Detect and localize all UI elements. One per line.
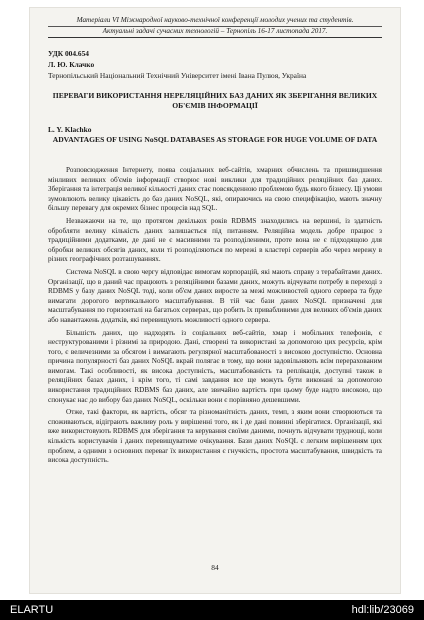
author-ua: Л. Ю. Клачко	[48, 60, 95, 69]
page-number: 84	[211, 563, 219, 572]
title-en: ADVANTAGES OF USING NoSQL DATABASES AS STORAGE FOR HUGE VOLUME OF DATA	[52, 135, 378, 144]
udk-code: УДК 004.654	[48, 49, 89, 58]
affiliation: Тернопільський Національний Технічний Університет імені Івана Пулюя, Україна	[48, 71, 307, 80]
title-ua: ПЕРЕВАГИ ВИКОРИСТАННЯ НЕРЕЛЯЦІЙНИХ БАЗ ДАНИХ ЯК ЗБЕРІГАННЯ ВЕЛИКИХ ОБ'ЄМІВ ІНФОРМАЦІЇ	[52, 91, 378, 110]
author-en: L. Y. Klachko	[48, 125, 92, 134]
header-line-2: Актуальні задачі сучасних технологій – Тернопіль 16-17 листопада 2017.	[102, 26, 328, 35]
header-line-1: Матеріали VI Міжнародної науково-технічної конференції молодих учених та студентів.	[48, 16, 382, 27]
paragraph: Система NoSQL в свою чергу відповідає вимогам корпорацій, які мають справу з терабайтами даних. Організації, що в даний час працюють з реляційними базами даних, можуть відчувати потребу в переході з RDBMS у базу даних NoSQL тоді, коли об'єм даних виросте за межі можливостей одного сервера та буде вимагати дорогого вертикального масштабування. В тій час бази даних NoSQL призначені для масштабування по горизонталі на багатьох серверах, що робить їх привабливими для великих об'ємів даних або навантажень додатків, які перевищують можливості одного сервера.	[48, 267, 382, 324]
article-body	[48, 166, 382, 469]
paper-page	[30, 8, 400, 593]
paragraph: Отже, такі фактори, як вартість, обсяг та різноманітність даних, темп, з яким вони створюються та споживаються, відіграють важливу роль у вирішенні того, як і де дані повинні зберігатися. Організації, які вже використовують RDBMS для зберігання та керування своїми даними, почнуть відчувати труднощі, коли кількість користувачів і даних перевищуватиме очікування. Бази даних NoSQL є легким вирішенням цих проблем, а одними з основних переваг їх використання є гнучкість, простота масштабування, швидкість та висока доступність.	[48, 408, 382, 465]
repository-name: ELARTU	[10, 604, 54, 616]
paragraph: Незважаючи на те, що протягом декількох років RDBMS знаходились на вершині, із здатність обробляти велику кількість даних залишається під питанням. Реляційна модель добре працює з традиційними додатками, де дані не є масивними та розподіленими, проте вона не є підходящою для обробки великих обсягів даних, коли ті розподіляються по мережі в кластері серверів або через мережу в різних географічних розташуваннях.	[48, 216, 382, 264]
paragraph: Розповсюдження Інтернету, поява соціальних веб-сайтів, хмарних обчислень та пришвидшення мінливих великих об'ємів інформації створює нові виклики для традиційних реляційних баз даних. Зберігання та інтеграція великої кількості даних стає повсякденною проблемою будь якого бізнесу. Ці умови зумовлюють велику цікавість до баз даних NoSQL, які, опираючись на свою специфікацію, мають значну більшу перевагу для окремих бізнес процесів над SQL.	[48, 166, 382, 213]
conference-header	[48, 16, 382, 38]
article-meta	[48, 48, 382, 81]
repository-footer	[0, 600, 424, 620]
handle-id: hdl:lib/23069	[351, 604, 414, 616]
paragraph: Більшість даних, що надходять із соціальних веб-сайтів, хмар і мобільних телефонів, є неструктурованими і різнимі за природою. Дані, створені та використані за допомогою цих ресурсів, крім того, є величезними за обсягом і вимагають регулярної масштабованості з високою доступністю. Основна причина популярності баз даних NoSQL вкрай полягає в тому, що вони задовільняють всім перерахованим вимогам. Такі особливості, як висока доступність, масштабованість та реплікація, доступні також в реляційних базах даних, і крім того, ті самі завдання все ще можуть бути виконані за допомогою використання традиційних RDBMS баз даних, але звичайно вартість при цьому буде надто високою, що спонукає нас до вибору баз даних NoSQL, оскільки вони є порівняно дешевшими.	[48, 328, 382, 404]
